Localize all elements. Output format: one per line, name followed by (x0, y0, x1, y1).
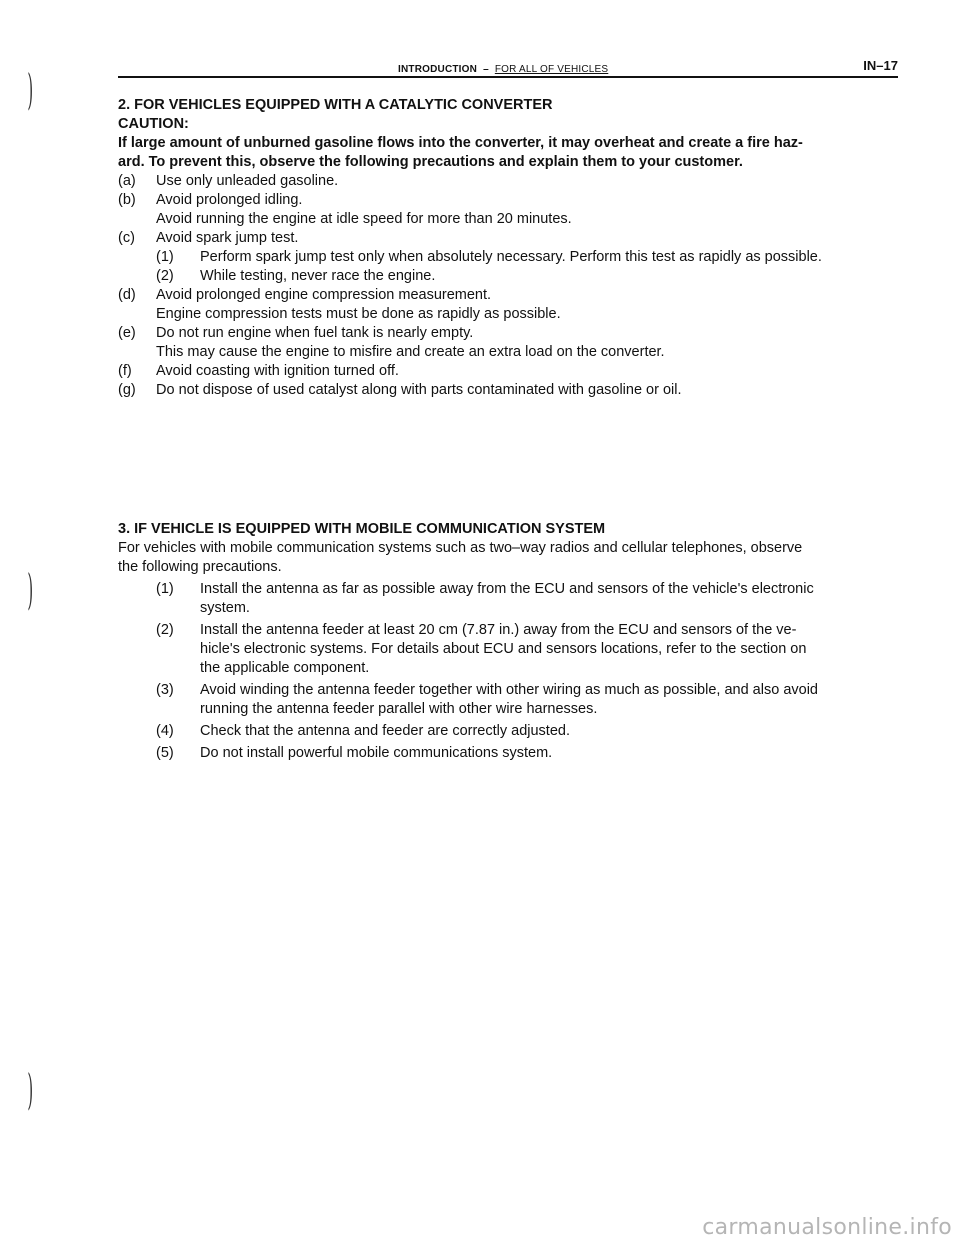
item-label: (a) (118, 173, 136, 189)
item-text: Do not run engine when fuel tank is nearly empty. (156, 325, 474, 341)
binder-mark: ) (27, 65, 34, 114)
binder-mark: ) (27, 1065, 34, 1114)
watermark: carmanualsonline.info (702, 1215, 952, 1240)
list-item (156, 722, 908, 741)
item-line: running the antenna feeder parallel with other wire harnesses. (200, 701, 598, 717)
list-item (118, 286, 908, 305)
item-label: (b) (118, 192, 136, 208)
item-label: (1) (156, 581, 174, 597)
header-subsection: FOR ALL OF VEHICLES (494, 64, 609, 75)
item-line: Check that the antenna and feeder are correctly adjusted. (200, 723, 570, 739)
sub-list-item (118, 248, 908, 267)
header-separator: – (483, 64, 489, 75)
intro-line: the following precautions. (118, 559, 282, 575)
page-number: IN–17 (863, 58, 898, 73)
item-note: This may cause the engine to misfire and create an extra load on the converter. (156, 344, 665, 360)
section-heading: 3. IF VEHICLE IS EQUIPPED WITH MOBILE COMMUNICATION SYSTEM (118, 521, 606, 537)
caution-text-line: If large amount of unburned gasoline flows into the converter, it may overheat and create a fire haz- (118, 135, 803, 151)
item-text: Use only unleaded gasoline. (156, 173, 339, 189)
item-text: Perform spark jump test only when absolutely necessary. Perform this test as rapidly as possible. (200, 249, 822, 265)
item-label: (f) (118, 363, 132, 379)
header-section: INTRODUCTION (398, 64, 478, 75)
item-line: Avoid winding the antenna feeder together with other wiring as much as possible, and also avoid (200, 682, 818, 698)
list-item (118, 362, 908, 381)
item-text: Avoid prolonged idling. (156, 192, 303, 208)
item-line: system. (200, 600, 250, 616)
item-line: Install the antenna feeder at least 20 cm (7.87 in.) away from the ECU and sensors of the ve- (200, 622, 797, 638)
list-item (156, 744, 908, 763)
intro-line: For vehicles with mobile communication systems such as two–way radios and cellular telephones, observe (118, 540, 803, 556)
section-mobile-communication (118, 520, 908, 766)
list-item (118, 381, 908, 400)
list-item (156, 580, 908, 618)
binder-mark: ) (27, 565, 34, 614)
item-line: the applicable component. (200, 660, 370, 676)
item-label: (e) (118, 325, 136, 341)
section-heading: 2. FOR VEHICLES EQUIPPED WITH A CATALYTIC CONVERTER (118, 97, 553, 113)
item-label: (d) (118, 287, 136, 303)
item-label: (g) (118, 382, 136, 398)
item-label: (5) (156, 745, 174, 761)
item-label: (1) (156, 249, 174, 265)
item-text: While testing, never race the engine. (200, 268, 436, 284)
page-header (118, 56, 898, 80)
item-line: Install the antenna as far as possible away from the ECU and sensors of the vehicle's electronic (200, 581, 814, 597)
item-note: Avoid running the engine at idle speed for more than 20 minutes. (156, 211, 572, 227)
list-item (118, 191, 908, 210)
item-label: (2) (156, 622, 174, 638)
item-text: Avoid spark jump test. (156, 230, 299, 246)
list-item (118, 324, 908, 343)
item-label: (2) (156, 268, 174, 284)
caution-text-line: ard. To prevent this, observe the following precautions and explain them to your customer. (118, 154, 743, 170)
list-item (156, 681, 908, 719)
item-label: (3) (156, 682, 174, 698)
item-line: hicle's electronic systems. For details about ECU and sensors locations, refer to the section on (200, 641, 807, 657)
item-label: (c) (118, 230, 135, 246)
list-item (118, 229, 908, 248)
caution-label: CAUTION: (118, 116, 189, 132)
item-note: Engine compression tests must be done as rapidly as possible. (156, 306, 561, 322)
item-line: Do not install powerful mobile communications system. (200, 745, 553, 761)
list-item (118, 172, 908, 191)
header-rule (118, 76, 898, 78)
section-catalytic-converter (118, 96, 908, 400)
item-text: Do not dispose of used catalyst along with parts contaminated with gasoline or oil. (156, 382, 682, 398)
item-label: (4) (156, 723, 174, 739)
sub-list-item (118, 267, 908, 286)
list-item (156, 621, 908, 678)
item-text: Avoid prolonged engine compression measurement. (156, 287, 492, 303)
item-text: Avoid coasting with ignition turned off. (156, 363, 399, 379)
